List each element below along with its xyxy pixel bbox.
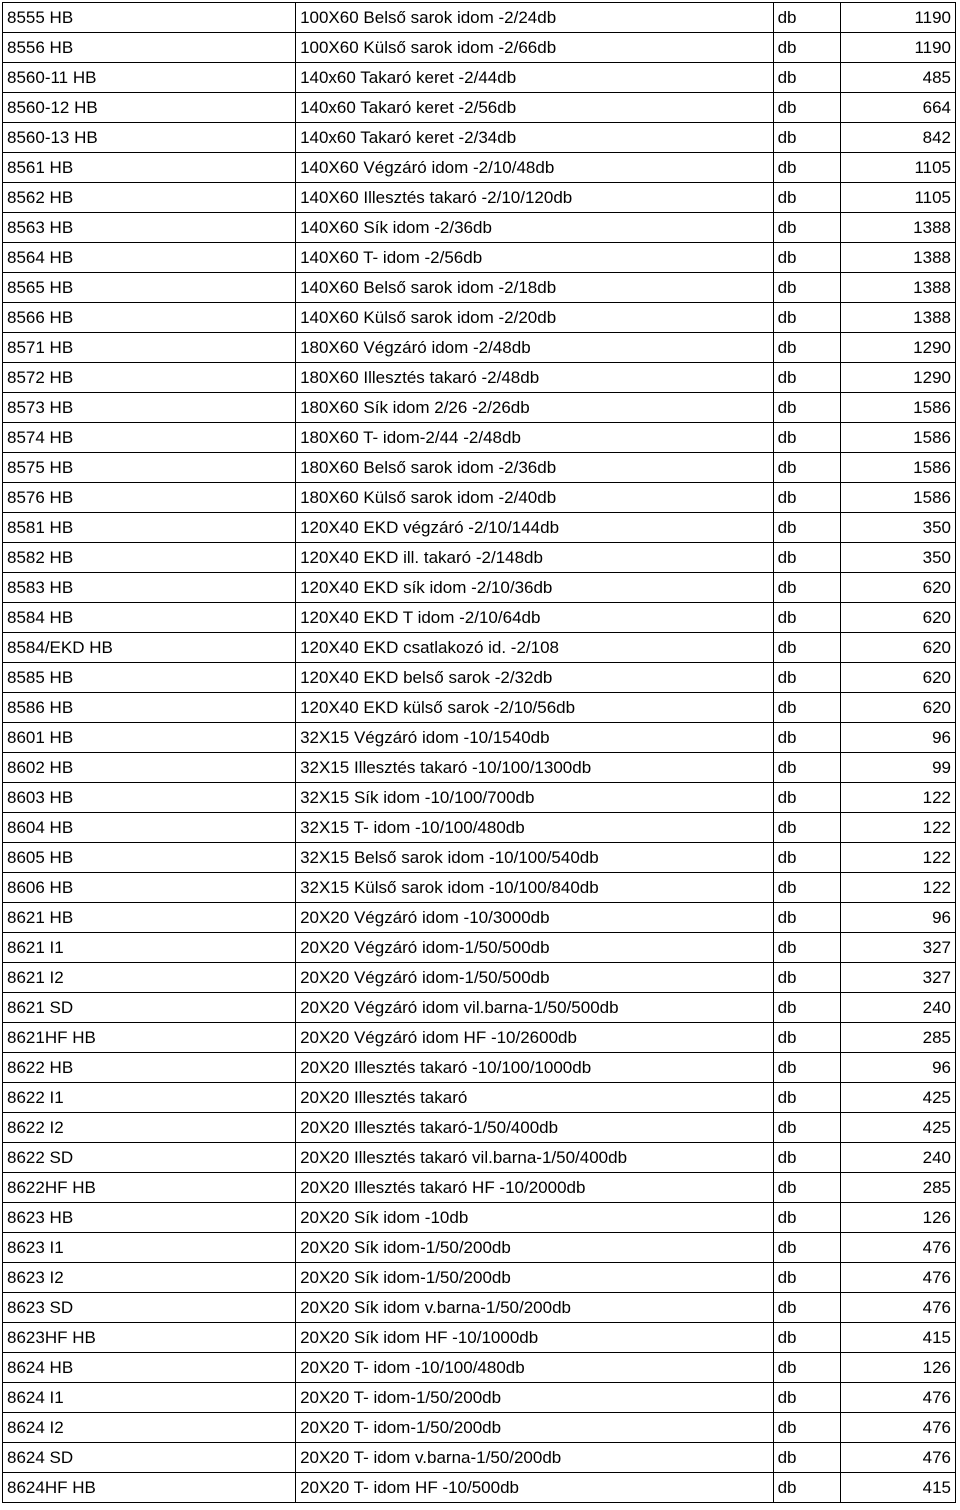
unit-cell: db bbox=[773, 723, 841, 753]
product-code-cell: 8563 HB bbox=[3, 213, 296, 243]
unit-cell: db bbox=[773, 813, 841, 843]
table-row bbox=[3, 1023, 956, 1053]
table-row bbox=[3, 963, 956, 993]
unit-cell: db bbox=[773, 1233, 841, 1263]
description-cell: 20X20 Illesztés takaró bbox=[296, 1083, 774, 1113]
product-code-cell: 8604 HB bbox=[3, 813, 296, 843]
description-cell: 140x60 Takaró keret -2/44db bbox=[296, 63, 774, 93]
description-cell: 120X40 EKD sík idom -2/10/36db bbox=[296, 573, 774, 603]
table-row bbox=[3, 1323, 956, 1353]
price-cell: 1388 bbox=[841, 213, 956, 243]
price-cell: 99 bbox=[841, 753, 956, 783]
product-code-cell: 8573 HB bbox=[3, 393, 296, 423]
description-cell: 120X40 EKD ill. takaró -2/148db bbox=[296, 543, 774, 573]
description-cell: 140X60 Sík idom -2/36db bbox=[296, 213, 774, 243]
table-row bbox=[3, 843, 956, 873]
description-cell: 120X40 EKD T idom -2/10/64db bbox=[296, 603, 774, 633]
price-cell: 476 bbox=[841, 1263, 956, 1293]
description-cell: 20X20 Sík idom HF -10/1000db bbox=[296, 1323, 774, 1353]
price-cell: 96 bbox=[841, 1053, 956, 1083]
price-cell: 1586 bbox=[841, 423, 956, 453]
unit-cell: db bbox=[773, 633, 841, 663]
price-cell: 240 bbox=[841, 1143, 956, 1173]
price-cell: 126 bbox=[841, 1353, 956, 1383]
description-cell: 120X40 EKD csatlakozó id. -2/108 bbox=[296, 633, 774, 663]
description-cell: 140X60 Illesztés takaró -2/10/120db bbox=[296, 183, 774, 213]
unit-cell: db bbox=[773, 543, 841, 573]
table-row bbox=[3, 453, 956, 483]
unit-cell: db bbox=[773, 693, 841, 723]
description-cell: 180X60 Külső sarok idom -2/40db bbox=[296, 483, 774, 513]
description-cell: 180X60 T- idom-2/44 -2/48db bbox=[296, 423, 774, 453]
product-code-cell: 8602 HB bbox=[3, 753, 296, 783]
description-cell: 140x60 Takaró keret -2/56db bbox=[296, 93, 774, 123]
table-row bbox=[3, 993, 956, 1023]
unit-cell: db bbox=[773, 153, 841, 183]
price-cell: 415 bbox=[841, 1473, 956, 1503]
unit-cell: db bbox=[773, 1143, 841, 1173]
product-code-cell: 8623 SD bbox=[3, 1293, 296, 1323]
table-row bbox=[3, 663, 956, 693]
product-code-cell: 8605 HB bbox=[3, 843, 296, 873]
price-cell: 425 bbox=[841, 1083, 956, 1113]
description-cell: 32X15 Belső sarok idom -10/100/540db bbox=[296, 843, 774, 873]
unit-cell: db bbox=[773, 603, 841, 633]
unit-cell: db bbox=[773, 903, 841, 933]
description-cell: 120X40 EKD belső sarok -2/32db bbox=[296, 663, 774, 693]
product-code-cell: 8575 HB bbox=[3, 453, 296, 483]
price-cell: 126 bbox=[841, 1203, 956, 1233]
unit-cell: db bbox=[773, 1173, 841, 1203]
description-cell: 100X60 Külső sarok idom -2/66db bbox=[296, 33, 774, 63]
table-row bbox=[3, 3, 956, 33]
price-cell: 485 bbox=[841, 63, 956, 93]
description-cell: 180X60 Belső sarok idom -2/36db bbox=[296, 453, 774, 483]
unit-cell: db bbox=[773, 1353, 841, 1383]
table-row bbox=[3, 1383, 956, 1413]
unit-cell: db bbox=[773, 1413, 841, 1443]
price-cell: 350 bbox=[841, 513, 956, 543]
price-cell: 1586 bbox=[841, 393, 956, 423]
table-row bbox=[3, 393, 956, 423]
price-cell: 476 bbox=[841, 1383, 956, 1413]
price-cell: 285 bbox=[841, 1023, 956, 1053]
table-row bbox=[3, 423, 956, 453]
description-cell: 180X60 Sík idom 2/26 -2/26db bbox=[296, 393, 774, 423]
description-cell: 20X20 Illesztés takaró -10/100/1000db bbox=[296, 1053, 774, 1083]
product-code-cell: 8622HF HB bbox=[3, 1173, 296, 1203]
table-row bbox=[3, 363, 956, 393]
product-code-cell: 8562 HB bbox=[3, 183, 296, 213]
unit-cell: db bbox=[773, 1383, 841, 1413]
description-cell: 140x60 Takaró keret -2/34db bbox=[296, 123, 774, 153]
description-cell: 120X40 EKD végzáró -2/10/144db bbox=[296, 513, 774, 543]
table-row bbox=[3, 783, 956, 813]
price-cell: 620 bbox=[841, 663, 956, 693]
unit-cell: db bbox=[773, 183, 841, 213]
unit-cell: db bbox=[773, 1443, 841, 1473]
unit-cell: db bbox=[773, 933, 841, 963]
product-code-cell: 8582 HB bbox=[3, 543, 296, 573]
price-cell: 350 bbox=[841, 543, 956, 573]
unit-cell: db bbox=[773, 1203, 841, 1233]
description-cell: 120X40 EKD külső sarok -2/10/56db bbox=[296, 693, 774, 723]
table-row bbox=[3, 1263, 956, 1293]
description-cell: 32X15 Sík idom -10/100/700db bbox=[296, 783, 774, 813]
unit-cell: db bbox=[773, 303, 841, 333]
price-cell: 1105 bbox=[841, 183, 956, 213]
unit-cell: db bbox=[773, 363, 841, 393]
table-row bbox=[3, 1143, 956, 1173]
table-row bbox=[3, 933, 956, 963]
price-cell: 285 bbox=[841, 1173, 956, 1203]
unit-cell: db bbox=[773, 3, 841, 33]
price-cell: 620 bbox=[841, 693, 956, 723]
description-cell: 20X20 Sík idom-1/50/200db bbox=[296, 1263, 774, 1293]
product-code-cell: 8555 HB bbox=[3, 3, 296, 33]
description-cell: 32X15 T- idom -10/100/480db bbox=[296, 813, 774, 843]
product-code-cell: 8623 I1 bbox=[3, 1233, 296, 1263]
table-row bbox=[3, 513, 956, 543]
description-cell: 140X60 Belső sarok idom -2/18db bbox=[296, 273, 774, 303]
description-cell: 20X20 Sík idom v.barna-1/50/200db bbox=[296, 1293, 774, 1323]
product-code-cell: 8584/EKD HB bbox=[3, 633, 296, 663]
unit-cell: db bbox=[773, 753, 841, 783]
price-cell: 620 bbox=[841, 633, 956, 663]
table-row bbox=[3, 693, 956, 723]
table-row bbox=[3, 873, 956, 903]
price-cell: 842 bbox=[841, 123, 956, 153]
unit-cell: db bbox=[773, 243, 841, 273]
product-code-cell: 8621 HB bbox=[3, 903, 296, 933]
product-code-cell: 8624 HB bbox=[3, 1353, 296, 1383]
description-cell: 20X20 Sík idom -10db bbox=[296, 1203, 774, 1233]
price-cell: 425 bbox=[841, 1113, 956, 1143]
unit-cell: db bbox=[773, 963, 841, 993]
description-cell: 180X60 Végzáró idom -2/48db bbox=[296, 333, 774, 363]
table-row bbox=[3, 1473, 956, 1503]
product-code-cell: 8574 HB bbox=[3, 423, 296, 453]
product-code-cell: 8624 I1 bbox=[3, 1383, 296, 1413]
table-row bbox=[3, 633, 956, 663]
description-cell: 20X20 Végzáró idom -10/3000db bbox=[296, 903, 774, 933]
product-code-cell: 8560-12 HB bbox=[3, 93, 296, 123]
price-cell: 122 bbox=[841, 843, 956, 873]
product-code-cell: 8622 SD bbox=[3, 1143, 296, 1173]
price-cell: 327 bbox=[841, 963, 956, 993]
unit-cell: db bbox=[773, 1053, 841, 1083]
price-cell: 1586 bbox=[841, 483, 956, 513]
table-row bbox=[3, 1353, 956, 1383]
unit-cell: db bbox=[773, 1323, 841, 1353]
table-row bbox=[3, 753, 956, 783]
description-cell: 20X20 T- idom HF -10/500db bbox=[296, 1473, 774, 1503]
description-cell: 32X15 Illesztés takaró -10/100/1300db bbox=[296, 753, 774, 783]
price-list-table bbox=[2, 2, 956, 1503]
unit-cell: db bbox=[773, 213, 841, 243]
unit-cell: db bbox=[773, 843, 841, 873]
product-code-cell: 8571 HB bbox=[3, 333, 296, 363]
price-cell: 1105 bbox=[841, 153, 956, 183]
product-code-cell: 8576 HB bbox=[3, 483, 296, 513]
table-row bbox=[3, 333, 956, 363]
table-row bbox=[3, 543, 956, 573]
unit-cell: db bbox=[773, 453, 841, 483]
table-row bbox=[3, 1113, 956, 1143]
table-row bbox=[3, 1173, 956, 1203]
product-code-cell: 8622 I2 bbox=[3, 1113, 296, 1143]
price-cell: 620 bbox=[841, 573, 956, 603]
price-cell: 1586 bbox=[841, 453, 956, 483]
unit-cell: db bbox=[773, 93, 841, 123]
product-code-cell: 8566 HB bbox=[3, 303, 296, 333]
unit-cell: db bbox=[773, 663, 841, 693]
unit-cell: db bbox=[773, 993, 841, 1023]
product-code-cell: 8623HF HB bbox=[3, 1323, 296, 1353]
price-cell: 1290 bbox=[841, 333, 956, 363]
product-code-cell: 8561 HB bbox=[3, 153, 296, 183]
description-cell: 20X20 Illesztés takaró vil.barna-1/50/400db bbox=[296, 1143, 774, 1173]
product-code-cell: 8621 I2 bbox=[3, 963, 296, 993]
table-row bbox=[3, 723, 956, 753]
price-cell: 240 bbox=[841, 993, 956, 1023]
price-cell: 96 bbox=[841, 903, 956, 933]
unit-cell: db bbox=[773, 1023, 841, 1053]
product-code-cell: 8583 HB bbox=[3, 573, 296, 603]
price-cell: 1190 bbox=[841, 3, 956, 33]
unit-cell: db bbox=[773, 333, 841, 363]
table-row bbox=[3, 63, 956, 93]
price-list-body bbox=[3, 3, 956, 1503]
unit-cell: db bbox=[773, 513, 841, 543]
description-cell: 20X20 T- idom v.barna-1/50/200db bbox=[296, 1443, 774, 1473]
product-code-cell: 8621HF HB bbox=[3, 1023, 296, 1053]
unit-cell: db bbox=[773, 1083, 841, 1113]
description-cell: 20X20 Végzáró idom-1/50/500db bbox=[296, 963, 774, 993]
unit-cell: db bbox=[773, 423, 841, 453]
price-cell: 1290 bbox=[841, 363, 956, 393]
product-code-cell: 8624 SD bbox=[3, 1443, 296, 1473]
table-row bbox=[3, 273, 956, 303]
product-code-cell: 8585 HB bbox=[3, 663, 296, 693]
description-cell: 100X60 Belső sarok idom -2/24db bbox=[296, 3, 774, 33]
product-code-cell: 8603 HB bbox=[3, 783, 296, 813]
product-code-cell: 8624 I2 bbox=[3, 1413, 296, 1443]
price-cell: 620 bbox=[841, 603, 956, 633]
price-cell: 122 bbox=[841, 783, 956, 813]
unit-cell: db bbox=[773, 873, 841, 903]
table-row bbox=[3, 243, 956, 273]
product-code-cell: 8564 HB bbox=[3, 243, 296, 273]
price-cell: 476 bbox=[841, 1413, 956, 1443]
table-row bbox=[3, 303, 956, 333]
unit-cell: db bbox=[773, 273, 841, 303]
table-row bbox=[3, 1443, 956, 1473]
product-code-cell: 8624HF HB bbox=[3, 1473, 296, 1503]
price-cell: 476 bbox=[841, 1293, 956, 1323]
price-cell: 1388 bbox=[841, 273, 956, 303]
product-code-cell: 8565 HB bbox=[3, 273, 296, 303]
unit-cell: db bbox=[773, 1293, 841, 1323]
description-cell: 32X15 Külső sarok idom -10/100/840db bbox=[296, 873, 774, 903]
price-cell: 664 bbox=[841, 93, 956, 123]
product-code-cell: 8584 HB bbox=[3, 603, 296, 633]
table-row bbox=[3, 603, 956, 633]
table-row bbox=[3, 153, 956, 183]
unit-cell: db bbox=[773, 1473, 841, 1503]
product-code-cell: 8623 HB bbox=[3, 1203, 296, 1233]
description-cell: 20X20 T- idom-1/50/200db bbox=[296, 1413, 774, 1443]
product-code-cell: 8621 I1 bbox=[3, 933, 296, 963]
table-row bbox=[3, 573, 956, 603]
price-cell: 1388 bbox=[841, 303, 956, 333]
table-row bbox=[3, 1293, 956, 1323]
description-cell: 20X20 Végzáró idom HF -10/2600db bbox=[296, 1023, 774, 1053]
price-cell: 476 bbox=[841, 1233, 956, 1263]
table-row bbox=[3, 1413, 956, 1443]
unit-cell: db bbox=[773, 1113, 841, 1143]
product-code-cell: 8601 HB bbox=[3, 723, 296, 753]
price-cell: 96 bbox=[841, 723, 956, 753]
table-row bbox=[3, 33, 956, 63]
table-row bbox=[3, 1053, 956, 1083]
price-cell: 327 bbox=[841, 933, 956, 963]
description-cell: 140X60 T- idom -2/56db bbox=[296, 243, 774, 273]
description-cell: 20X20 Illesztés takaró-1/50/400db bbox=[296, 1113, 774, 1143]
description-cell: 20X20 T- idom-1/50/200db bbox=[296, 1383, 774, 1413]
description-cell: 20X20 Végzáró idom vil.barna-1/50/500db bbox=[296, 993, 774, 1023]
price-cell: 1388 bbox=[841, 243, 956, 273]
table-row bbox=[3, 483, 956, 513]
table-row bbox=[3, 1083, 956, 1113]
product-code-cell: 8606 HB bbox=[3, 873, 296, 903]
price-cell: 476 bbox=[841, 1443, 956, 1473]
price-cell: 1190 bbox=[841, 33, 956, 63]
table-row bbox=[3, 213, 956, 243]
table-row bbox=[3, 1233, 956, 1263]
table-row bbox=[3, 123, 956, 153]
description-cell: 20X20 Végzáró idom-1/50/500db bbox=[296, 933, 774, 963]
unit-cell: db bbox=[773, 123, 841, 153]
price-cell: 415 bbox=[841, 1323, 956, 1353]
description-cell: 20X20 Sík idom-1/50/200db bbox=[296, 1233, 774, 1263]
product-code-cell: 8586 HB bbox=[3, 693, 296, 723]
description-cell: 20X20 Illesztés takaró HF -10/2000db bbox=[296, 1173, 774, 1203]
unit-cell: db bbox=[773, 33, 841, 63]
price-cell: 122 bbox=[841, 813, 956, 843]
description-cell: 140X60 Végzáró idom -2/10/48db bbox=[296, 153, 774, 183]
table-row bbox=[3, 903, 956, 933]
product-code-cell: 8556 HB bbox=[3, 33, 296, 63]
unit-cell: db bbox=[773, 1263, 841, 1293]
price-cell: 122 bbox=[841, 873, 956, 903]
unit-cell: db bbox=[773, 483, 841, 513]
table-row bbox=[3, 1203, 956, 1233]
unit-cell: db bbox=[773, 573, 841, 603]
product-code-cell: 8621 SD bbox=[3, 993, 296, 1023]
unit-cell: db bbox=[773, 63, 841, 93]
product-code-cell: 8560-11 HB bbox=[3, 63, 296, 93]
product-code-cell: 8560-13 HB bbox=[3, 123, 296, 153]
product-code-cell: 8572 HB bbox=[3, 363, 296, 393]
description-cell: 32X15 Végzáró idom -10/1540db bbox=[296, 723, 774, 753]
unit-cell: db bbox=[773, 393, 841, 423]
table-row bbox=[3, 813, 956, 843]
table-row bbox=[3, 93, 956, 123]
description-cell: 180X60 Illesztés takaró -2/48db bbox=[296, 363, 774, 393]
unit-cell: db bbox=[773, 783, 841, 813]
description-cell: 20X20 T- idom -10/100/480db bbox=[296, 1353, 774, 1383]
description-cell: 140X60 Külső sarok idom -2/20db bbox=[296, 303, 774, 333]
product-code-cell: 8622 I1 bbox=[3, 1083, 296, 1113]
table-row bbox=[3, 183, 956, 213]
product-code-cell: 8581 HB bbox=[3, 513, 296, 543]
product-code-cell: 8623 I2 bbox=[3, 1263, 296, 1293]
product-code-cell: 8622 HB bbox=[3, 1053, 296, 1083]
